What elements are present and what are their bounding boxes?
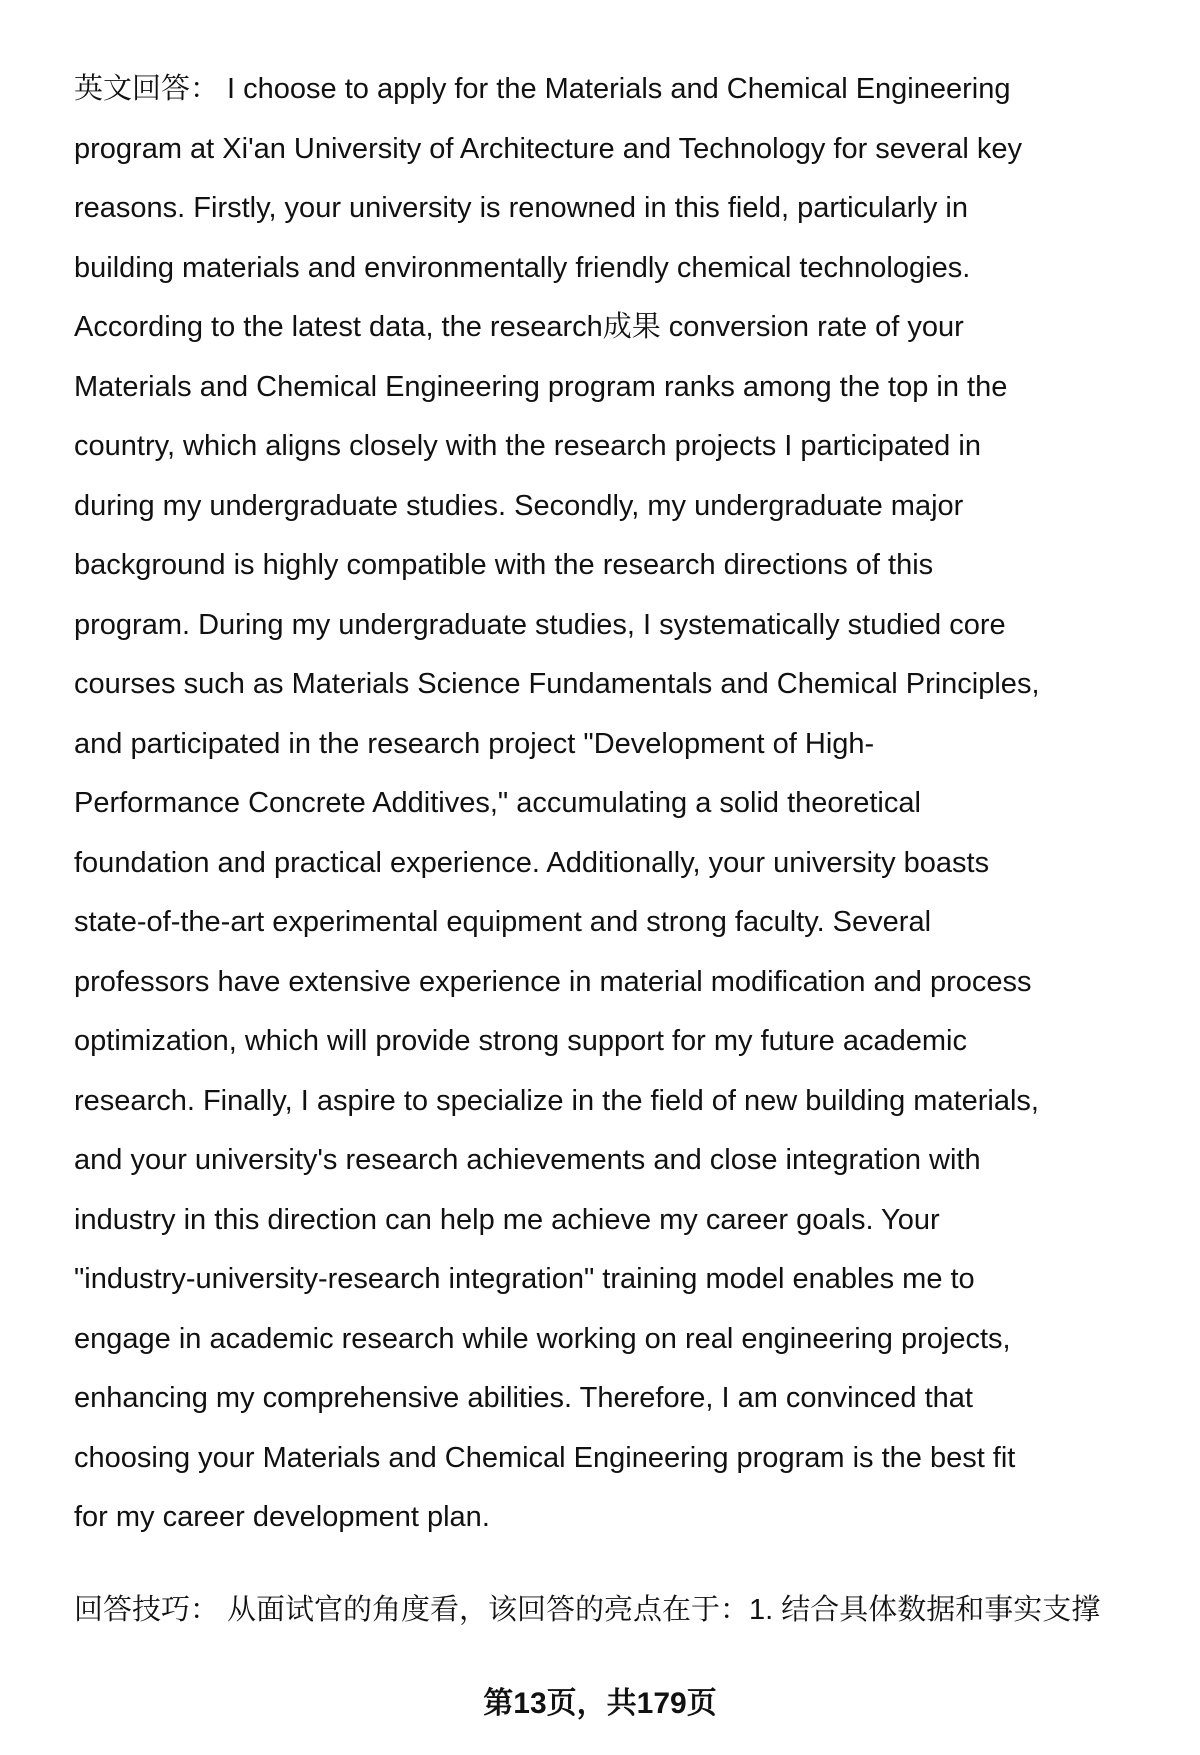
answer-line: courses such as Materials Science Fundamentals and Chemical Principles, (74, 668, 1040, 700)
answer-line: 英文回答： I choose to apply for the Materials and Chemical Engineering (74, 73, 1011, 105)
answer-line: professors have extensive experience in material modification and process (74, 965, 1032, 998)
answer-line: and your university's research achievements and close integration with (74, 1144, 981, 1176)
answer-tips: 回答技巧： 从面试官的角度看，该回答的亮点在于：1. 结合具体数据和事实支撑 (74, 1594, 1101, 1626)
answer-line: background is highly compatible with the research directions of this (74, 549, 934, 581)
answer-line: foundation and practical experience. Additionally, your university boasts (74, 846, 990, 879)
answer-line: program at Xi'an University of Architecture and Technology for several key (74, 132, 1022, 165)
answer-line: Performance Concrete Additives," accumulating a solid theoretical (74, 787, 921, 819)
answer-line: country, which aligns closely with the research projects I participated in (74, 430, 981, 462)
answer-line: "industry-university-research integration" training model enables me to (74, 1263, 975, 1295)
answer-line: industry in this direction can help me achieve my career goals. Your (74, 1203, 940, 1236)
answer-line: during my undergraduate studies. Secondly, my undergraduate major (74, 489, 964, 522)
answer-line: enhancing my comprehensive abilities. Therefore, I am convinced that (74, 1382, 973, 1414)
english-answer (74, 66, 1174, 1554)
answer-line: and participated in the research project "Development of High- (74, 727, 875, 760)
answer-line: Materials and Chemical Engineering program ranks among the top in the (74, 370, 1008, 403)
answer-line: engage in academic research while working on real engineering projects, (74, 1322, 1011, 1355)
page-number: 第13页，共179页 (483, 1687, 717, 1720)
answer-line: optimization, which will provide strong support for my future academic (74, 1025, 967, 1057)
answer-line: According to the latest data, the research成果 conversion rate of your (74, 311, 964, 343)
answer-line: program. During my undergraduate studies, I systematically studied core (74, 608, 1006, 641)
answer-line: for my career development plan. (74, 1501, 490, 1533)
answer-line: state-of-the-art experimental equipment and strong faculty. Several (74, 906, 932, 938)
answer-line: choosing your Materials and Chemical Engineering program is the best fit (74, 1441, 1016, 1474)
answer-line: building materials and environmentally friendly chemical technologies. (74, 251, 971, 284)
answer-line: research. Finally, I aspire to specialize in the field of new building materials, (74, 1084, 1039, 1117)
answer-line: reasons. Firstly, your university is renowned in this field, particularly in (74, 192, 968, 224)
